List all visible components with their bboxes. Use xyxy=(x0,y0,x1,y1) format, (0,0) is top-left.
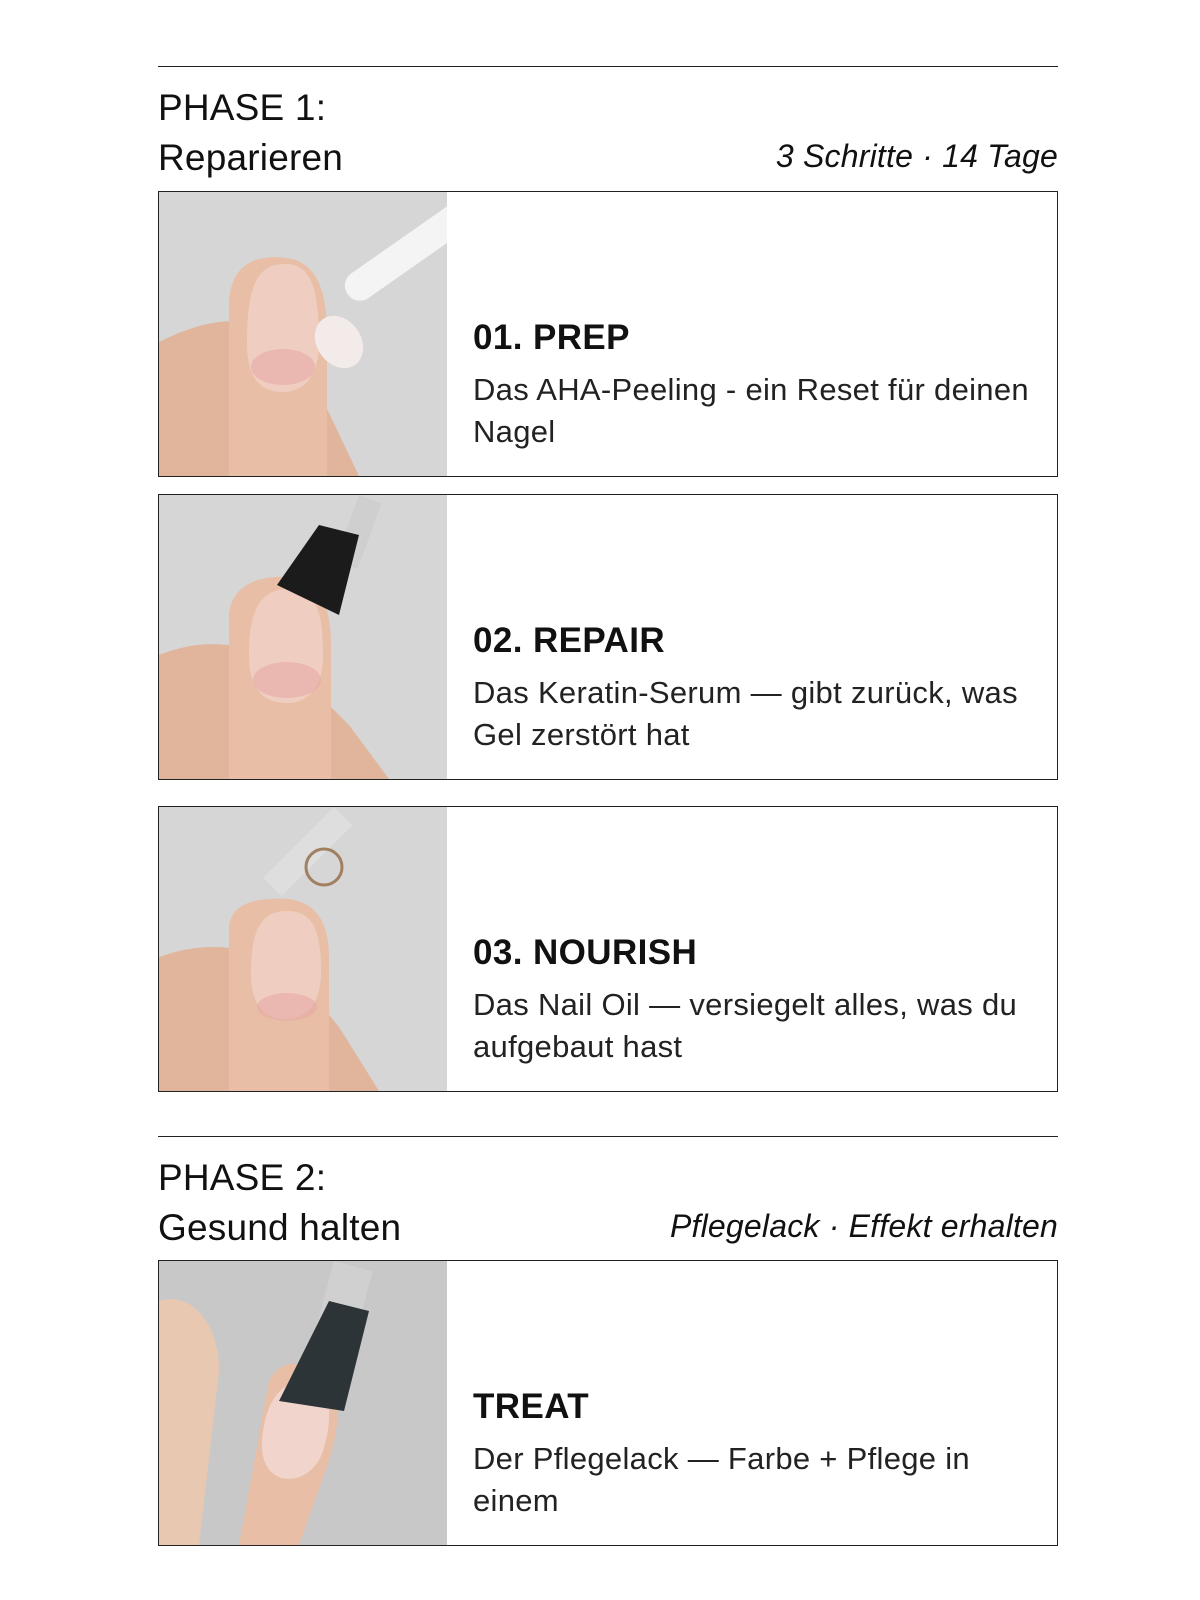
phase-label: PHASE 1: xyxy=(158,87,327,128)
phase-2-header xyxy=(158,1136,1058,1257)
phase-name: Reparieren xyxy=(158,137,344,179)
step-card-prep xyxy=(158,191,1058,477)
step-title: 03. NOURISH xyxy=(473,933,698,972)
step-card-treat xyxy=(158,1260,1058,1546)
phase-1-header xyxy=(158,66,1058,187)
nail-dropper-photo xyxy=(159,807,447,1091)
phase-title xyxy=(158,1153,401,1254)
step-card-repair xyxy=(158,494,1058,780)
step-description: Das Keratin-Serum — gibt zurück, was Gel zerstört hat xyxy=(473,675,1018,753)
phase-label: PHASE 2: xyxy=(158,1157,327,1198)
step-title: TREAT xyxy=(473,1387,590,1426)
phase-title xyxy=(158,83,343,184)
phase-name: Gesund halten xyxy=(158,1207,402,1249)
step-description: Das AHA-Peeling - ein Reset für deinen Nagel xyxy=(473,372,1029,450)
step-card-nourish xyxy=(158,806,1058,1092)
nail-polish-brush-photo xyxy=(159,1261,447,1545)
phase-meta: Pflegelack · Effekt erhalten xyxy=(669,1208,1058,1244)
phase-meta: 3 Schritte · 14 Tage xyxy=(775,138,1058,174)
step-title: 02. REPAIR xyxy=(473,621,666,660)
nail-brush-photo xyxy=(159,495,447,779)
nail-applicator-photo xyxy=(159,192,447,476)
step-description: Der Pflegelack — Farbe + Pflege in einem xyxy=(473,1441,970,1519)
step-description: Das Nail Oil — versiegelt alles, was du aufgebaut hast xyxy=(473,987,1018,1065)
step-title: 01. PREP xyxy=(473,318,630,357)
